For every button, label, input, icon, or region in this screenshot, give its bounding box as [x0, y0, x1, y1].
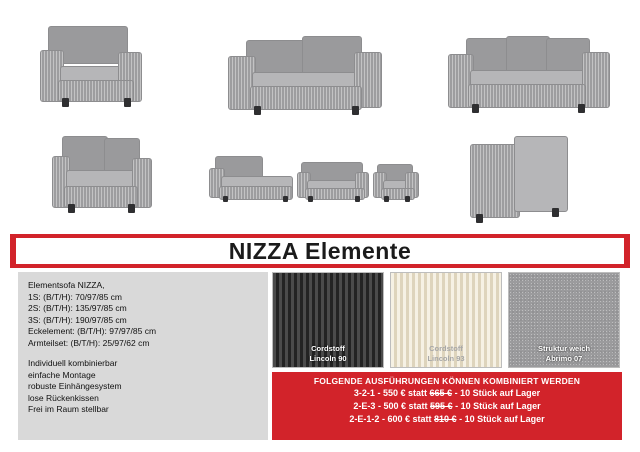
offer-statt-label: statt: [412, 414, 432, 424]
photo-sofa-2s: [228, 22, 388, 114]
feature-line: Individuell kombinierbar: [28, 358, 118, 368]
title-banner-inner: [16, 238, 624, 264]
offer-stock: 10 Stück auf Lager: [460, 401, 541, 411]
offer-old-price: 595 €: [430, 401, 453, 411]
offer-statt-label: statt: [408, 401, 428, 411]
page-title: NIZZA Elemente: [228, 237, 412, 264]
swatch-caption: [509, 344, 619, 363]
offer-row: 2-E-1-2 - 600 € statt 810 € - 10 Stück auf Lager: [349, 414, 545, 424]
offer-combo: 3-2-1: [353, 388, 375, 398]
offer-row: 3-2-1 - 550 € statt 665 € - 10 Stück auf Lager: [353, 388, 541, 398]
offer-old-price: 665 €: [429, 388, 453, 398]
offer-combo: 2-E-1-2: [349, 414, 380, 424]
feature-line: einfache Montage: [28, 369, 96, 380]
swatch-struktur-weich-abrimo-07[interactable]: [508, 272, 620, 368]
offer-stock: 10 Stück auf Lager: [460, 388, 541, 398]
spec-line: Eckelement: (B/T/H): 97/97/85 cm: [28, 326, 157, 336]
spec-line: Armteilset: (B/T/H): 25/97/62 cm: [28, 337, 150, 348]
feature-line: lose Rückenkissen: [28, 392, 99, 403]
swatch-caption-line2: Lincoln 93: [427, 353, 465, 363]
spec-line: 2S: (B/T/H): 135/97/85 cm: [28, 303, 127, 313]
offer-statt-label: statt: [407, 388, 427, 398]
swatch-cordstoff-lincoln-93[interactable]: [390, 272, 502, 368]
swatch-caption-line1: Cordstoff: [429, 344, 463, 353]
swatch-caption: [391, 344, 501, 363]
offer-row: 2-E-3 - 500 € statt 595 € - 10 Stück auf Lager: [353, 401, 541, 411]
photo-sofa-3s: [448, 22, 614, 114]
swatch-caption: [273, 344, 383, 363]
title-banner: [10, 234, 630, 268]
swatch-caption-line1: Struktur weich: [537, 344, 591, 353]
offer-price: 500 €: [383, 401, 406, 411]
offers-panel: [272, 372, 622, 440]
offer-old-price: 810 €: [434, 414, 457, 424]
fabric-swatches: [272, 272, 622, 368]
offers-heading: FOLGENDE AUSFÜHRUNGEN KÖNNEN KOMBINIERT WERDEN: [313, 376, 581, 386]
specifications-panel: [18, 272, 268, 440]
swatch-caption-line2: Abrimo 07: [545, 353, 583, 363]
offer-stock: 10 Stück auf Lager: [464, 414, 545, 424]
offer-price: 550 €: [382, 388, 406, 398]
spec-line: 1S: (B/T/H): 70/97/85 cm: [28, 291, 123, 302]
spec-line: Elementsofa NIZZA,: [28, 280, 105, 290]
photo-armchair-1s: [40, 22, 150, 114]
photo-corner-element: [52, 134, 162, 220]
offer-price: 600 €: [387, 414, 410, 424]
spec-line: 3S: (B/T/H): 190/97/85 cm: [28, 314, 127, 325]
feature-line: Frei im Raum stellbar: [28, 404, 109, 414]
swatch-caption-line2: Lincoln 90: [309, 353, 347, 363]
photo-armrest-set: [468, 132, 578, 222]
feature-line: robuste Einhängesystem: [28, 381, 122, 391]
swatch-cordstoff-lincoln-90[interactable]: [272, 272, 384, 368]
offer-combo: 2-E-3: [353, 401, 376, 411]
swatch-caption-line1: Cordstoff: [311, 344, 345, 353]
photo-combination-group: [205, 150, 425, 212]
